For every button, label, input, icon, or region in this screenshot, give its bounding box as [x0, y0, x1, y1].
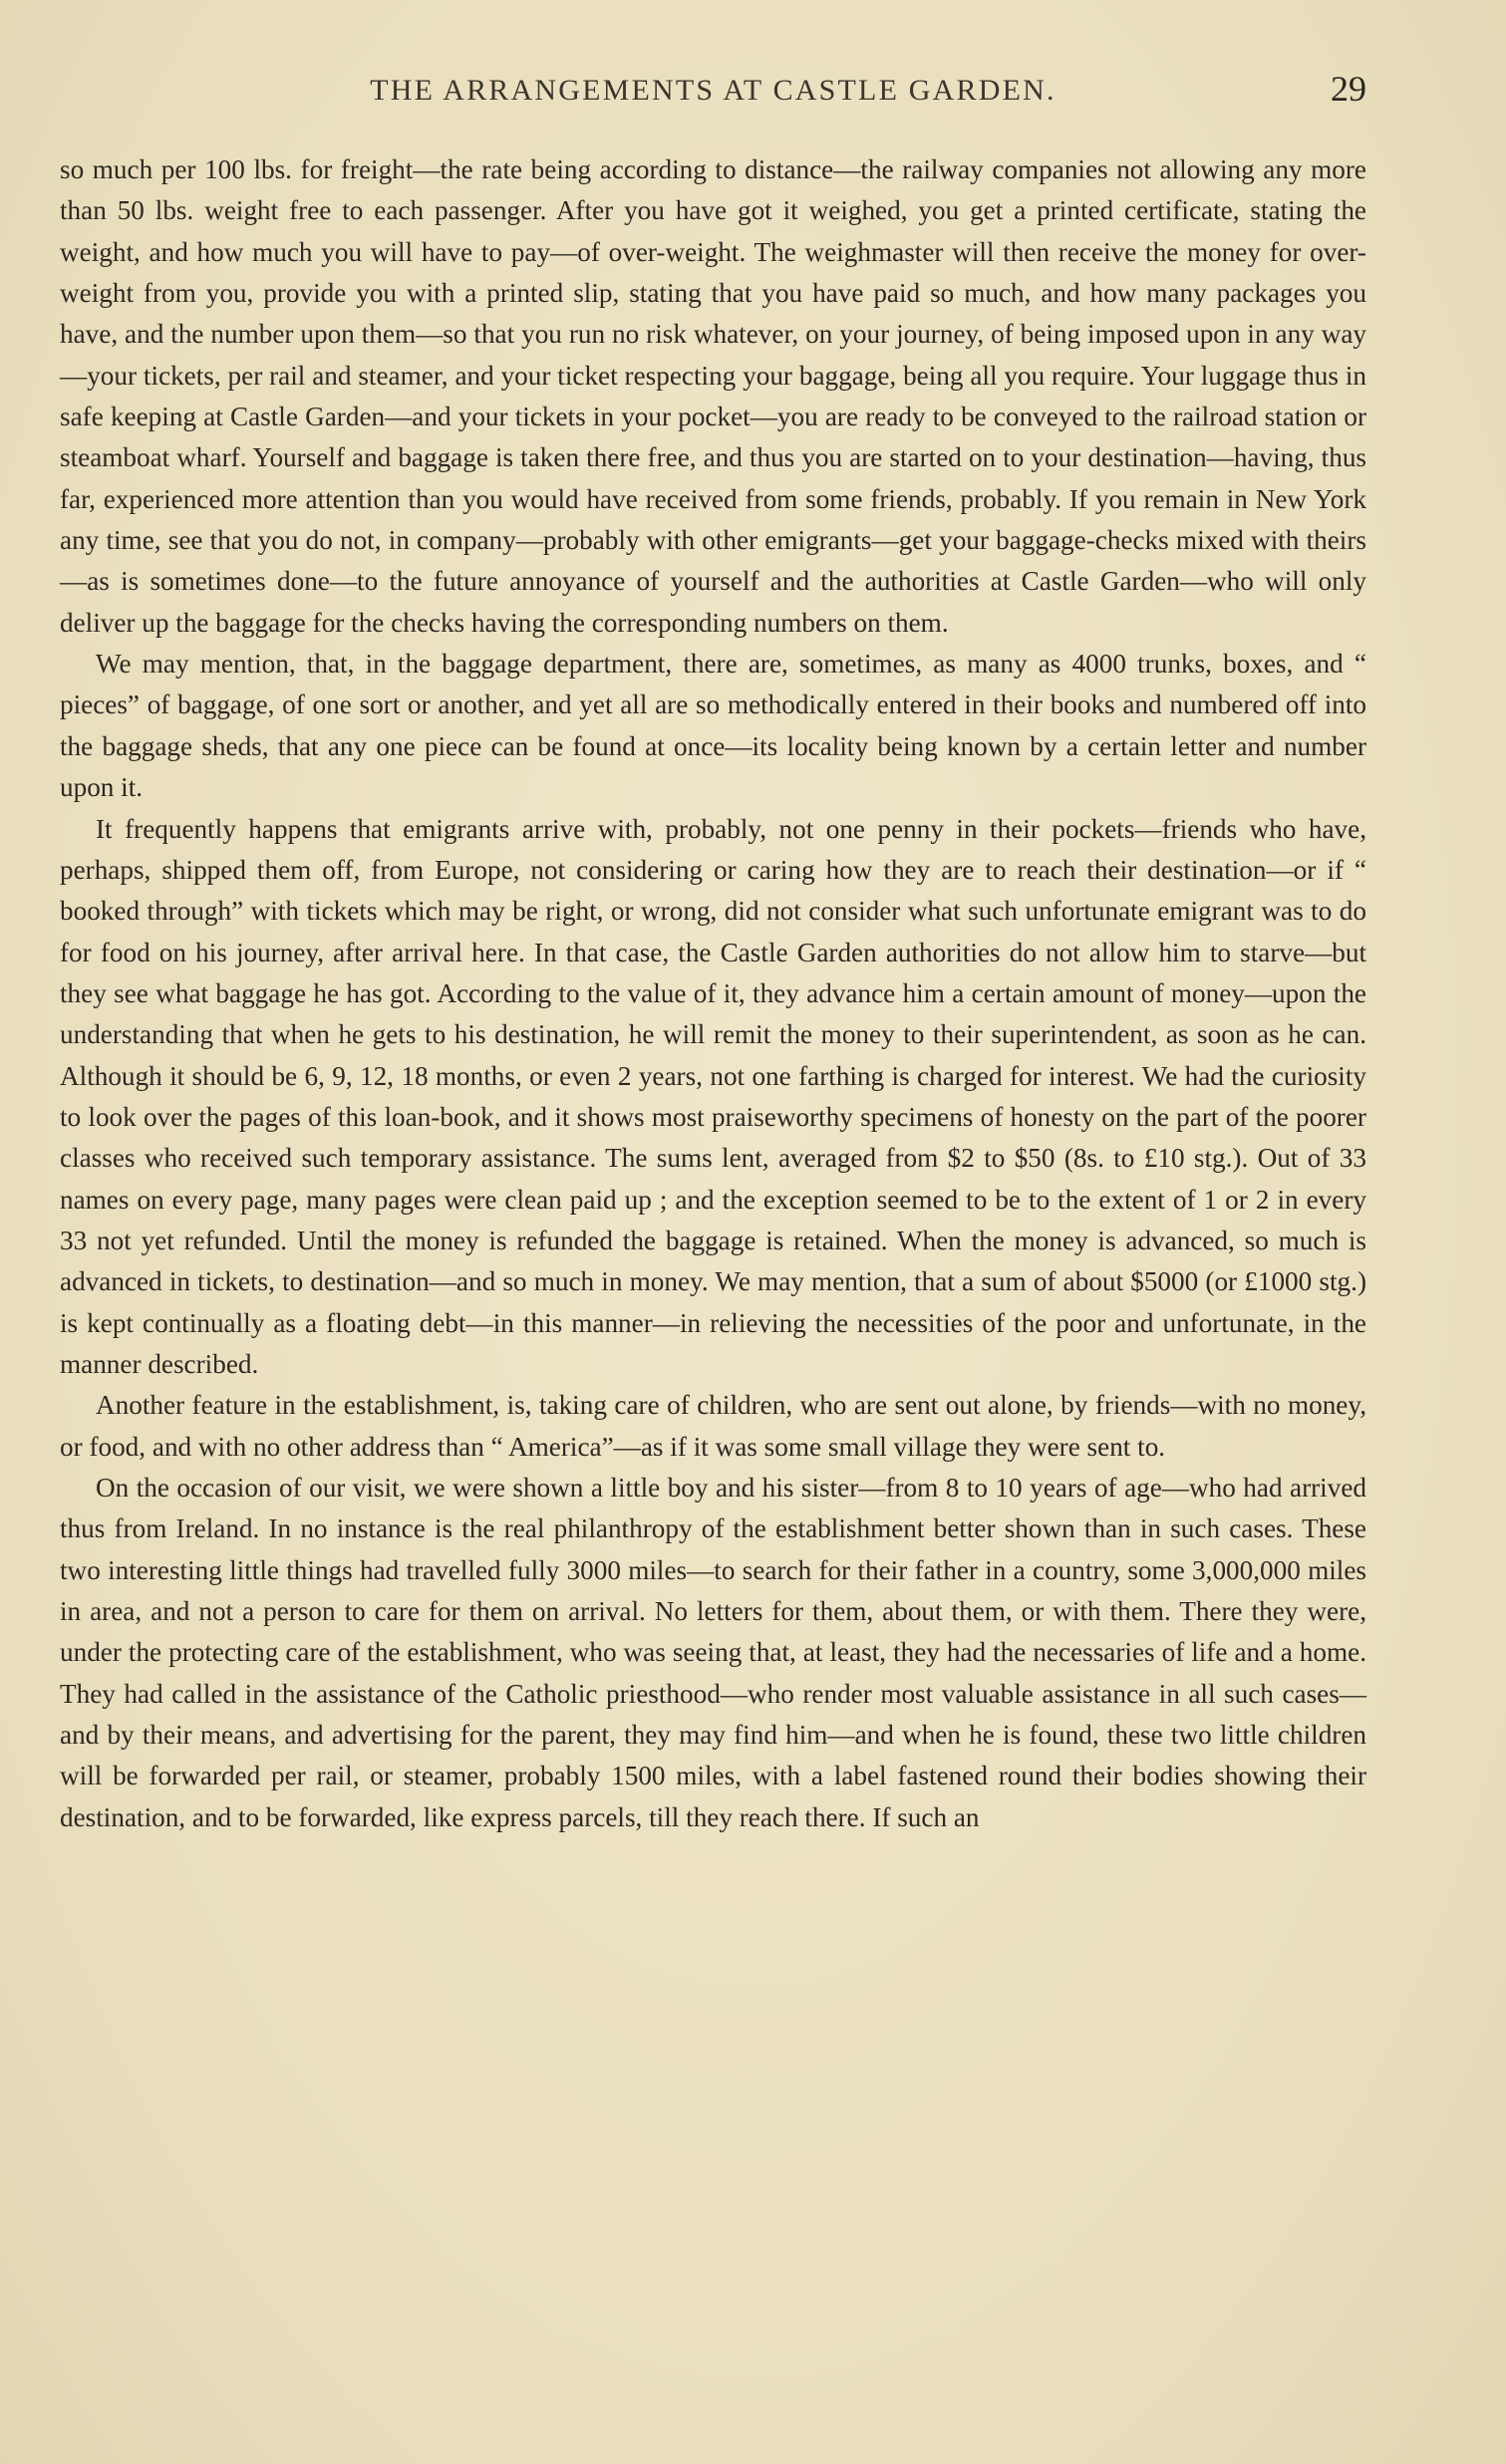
paragraph-baggage-weighing: so much per 100 lbs. for freight—the rate being according to distance—the railway companies not allowing any more than 50 lbs. weight free to each passenger. After you have got it weighed, you get a printed certificate, stating the weight, and how much you will have to pay—of over-weight. The weighmaster will then receive the money for over-weight from you, provide you with a printed slip, stating that you have paid so much, and how many packages you have, and the number upon them—so that you run no risk whatever, on your journey, of being imposed upon in any way—your tickets, per rail and steamer, and your ticket respecting your baggage, being all you require. Your luggage thus in safe keeping at Castle Garden—and your tickets in your pocket—you are ready to be conveyed to the railroad station or steamboat wharf. Yourself and baggage is taken there free, and thus you are started on to your destination—having, thus far, experienced more attention than you would have received from some friends, probably. If you remain in New York any time, see that you do not, in company—probably with other emigrants—get your baggage-checks mixed with theirs—as is sometimes done—to the future annoyance of yourself and the authorities at Castle Garden—who will only deliver up the baggage for the checks having the corresponding numbers on them. — [60, 154, 1366, 638]
page-header — [60, 69, 1366, 128]
body-text — [60, 149, 1366, 1838]
paragraph-children-care: Another feature in the establishment, is, taking care of children, who are sent out alone, by friends—with no money, or food, and with no other address than “ America”—as if it was some small village they were sent to. — [60, 1390, 1366, 1462]
page-number: 29 — [1331, 69, 1366, 109]
paragraph-emigrant-loans: It frequently happens that emigrants arrive with, probably, not one penny in their pockets—friends who have, perhaps, shipped them off, from Europe, not considering or caring how they are to reach their destination—or if “ booked through” with tickets which may be right, or wrong, did not consider what such unfortunate emigrant was to do for food on his journey, after arrival here. In that case, the Castle Garden authorities do not allow him to starve—but they see what baggage he has got. According to the value of it, they advance him a certain amount of money—upon the understanding that when he gets to his destination, he will remit the money to their superintendent, as soon as he can. Although it should be 6, 9, 12, 18 months, or even 2 years, not one farthing is charged for interest. We had the curiosity to look over the pages of this loan-book, and it shows most praiseworthy specimens of honesty on the part of the poorer classes who received such temporary assistance. The sums lent, averaged from $2 to $50 (8s. to £10 stg.). Out of 33 names on every page, many pages were clean paid up ; and the exception seemed to be to the extent of 1 or 2 in every 33 not yet refunded. Until the money is refunded the baggage is retained. When the money is advanced, so much is advanced in tickets, to destination—and so much in money. We may mention, that a sum of about $5000 (or £1000 stg.) is kept continually as a floating debt—in this manner—in relieving the necessities of the poor and unfortunate, in the manner described. — [60, 813, 1366, 1379]
running-title: THE ARRANGEMENTS AT CASTLE GARDEN. — [370, 74, 1056, 107]
paragraph-baggage-department: We may mention, that, in the baggage department, there are, sometimes, as many as 4000 trunks, boxes, and “ pieces” of baggage, of one sort or another, and yet all are so methodically entered in their books and numbered off into the baggage sheds, that any one piece can be found at once—its locality being known by a certain letter and number upon it. — [60, 649, 1366, 803]
paragraph-visit-account: On the occasion of our visit, we were shown a little boy and his sister—from 8 to 10 years of age—who had arrived thus from Ireland. In no instance is the real philanthropy of the establishment better shown than in such cases. These two interesting little things had travelled fully 3000 miles—to search for their father in a country, some 3,000,000 miles in area, and not a person to care for them on arrival. No letters for them, about them, or with them. There they were, under the protecting care of the establishment, who was seeing that, at least, they had the necessaries of life and a home. They had called in the assistance of the Catholic priesthood—who render most valuable assistance in all such cases—and by their means, and advertising for the parent, they may find him—and when he is found, these two little children will be forwarded per rail, or steamer, probably 1500 miles, with a label fastened round their bodies showing their destination, and to be forwarded, like express parcels, till they reach there. If such an — [60, 1473, 1366, 1832]
